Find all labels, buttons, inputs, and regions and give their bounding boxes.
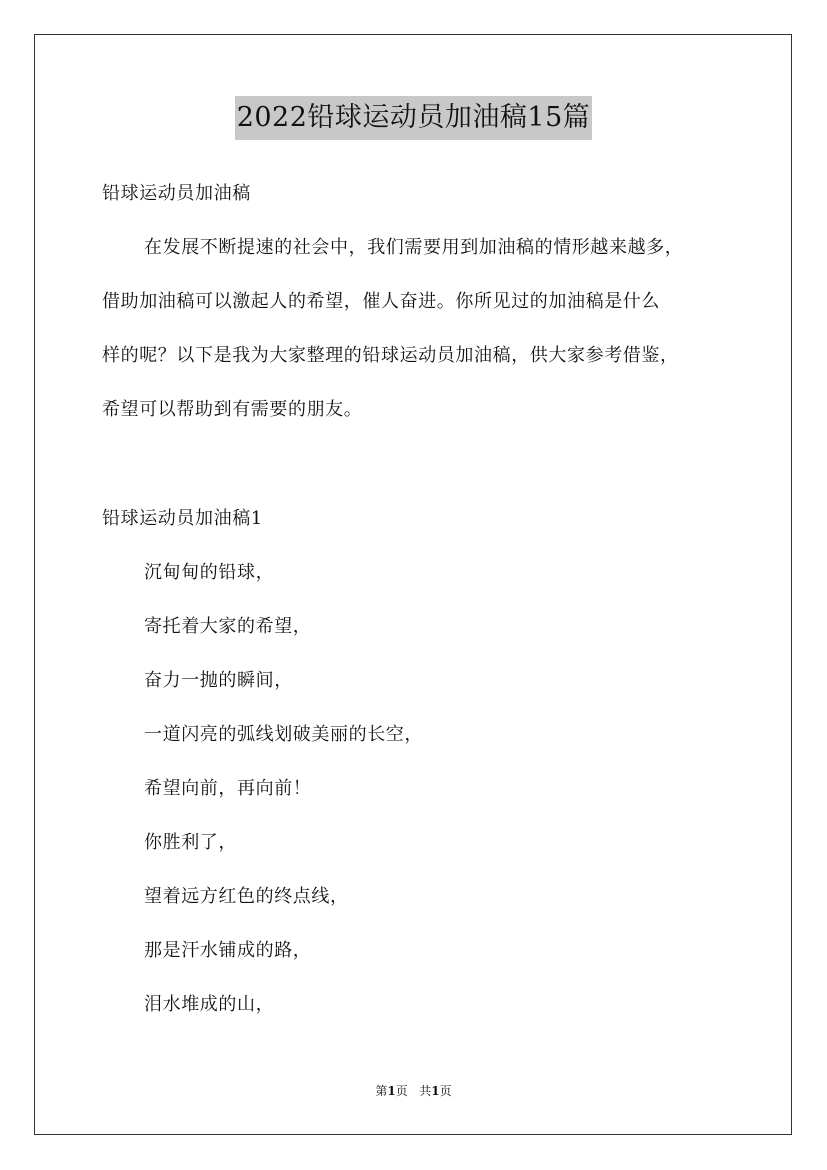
intro-paragraph-line: 希望可以帮助到有需要的朋友。 [102, 399, 363, 420]
poem-line: 奋力一抛的瞬间， [144, 670, 293, 691]
poem-line: 泪水堆成的山， [144, 994, 275, 1015]
intro-paragraph-line: 样的呢？以下是我为大家整理的铅球运动员加油稿，供大家参考借鉴， [102, 345, 679, 366]
poem-line: 望着远方红色的终点线， [144, 886, 349, 907]
document-title: 2022铅球运动员加油稿15篇 [235, 96, 593, 140]
intro-paragraph-line: 在发展不断提速的社会中，我们需要用到加油稿的情形越来越多， [144, 237, 684, 258]
page-total-suffix: 页 [439, 1084, 452, 1098]
intro-paragraph-line: 借助加油稿可以激起人的希望，催人奋进。你所见过的加油稿是什么 [102, 291, 660, 312]
page-total-prefix: 共 [419, 1084, 432, 1098]
page-total: 1 [431, 1084, 440, 1098]
poem-line: 你胜利了， [144, 832, 237, 853]
poem-line: 沉甸甸的铅球， [144, 562, 275, 583]
page-number-suffix: 页 [395, 1084, 408, 1098]
page-footer [0, 1083, 827, 1099]
intro-heading: 铅球运动员加油稿 [102, 183, 251, 204]
poem-line: 一道闪亮的弧线划破美丽的长空， [144, 724, 423, 745]
poem-line: 寄托着大家的希望， [144, 616, 312, 637]
section1-heading: 铅球运动员加油稿1 [102, 508, 263, 529]
title-container [0, 96, 827, 140]
poem-line: 那是汗水铺成的路， [144, 940, 312, 961]
page-number-prefix: 第 [375, 1084, 388, 1098]
page-number: 1 [387, 1084, 396, 1098]
poem-line: 希望向前，再向前！ [144, 778, 312, 799]
